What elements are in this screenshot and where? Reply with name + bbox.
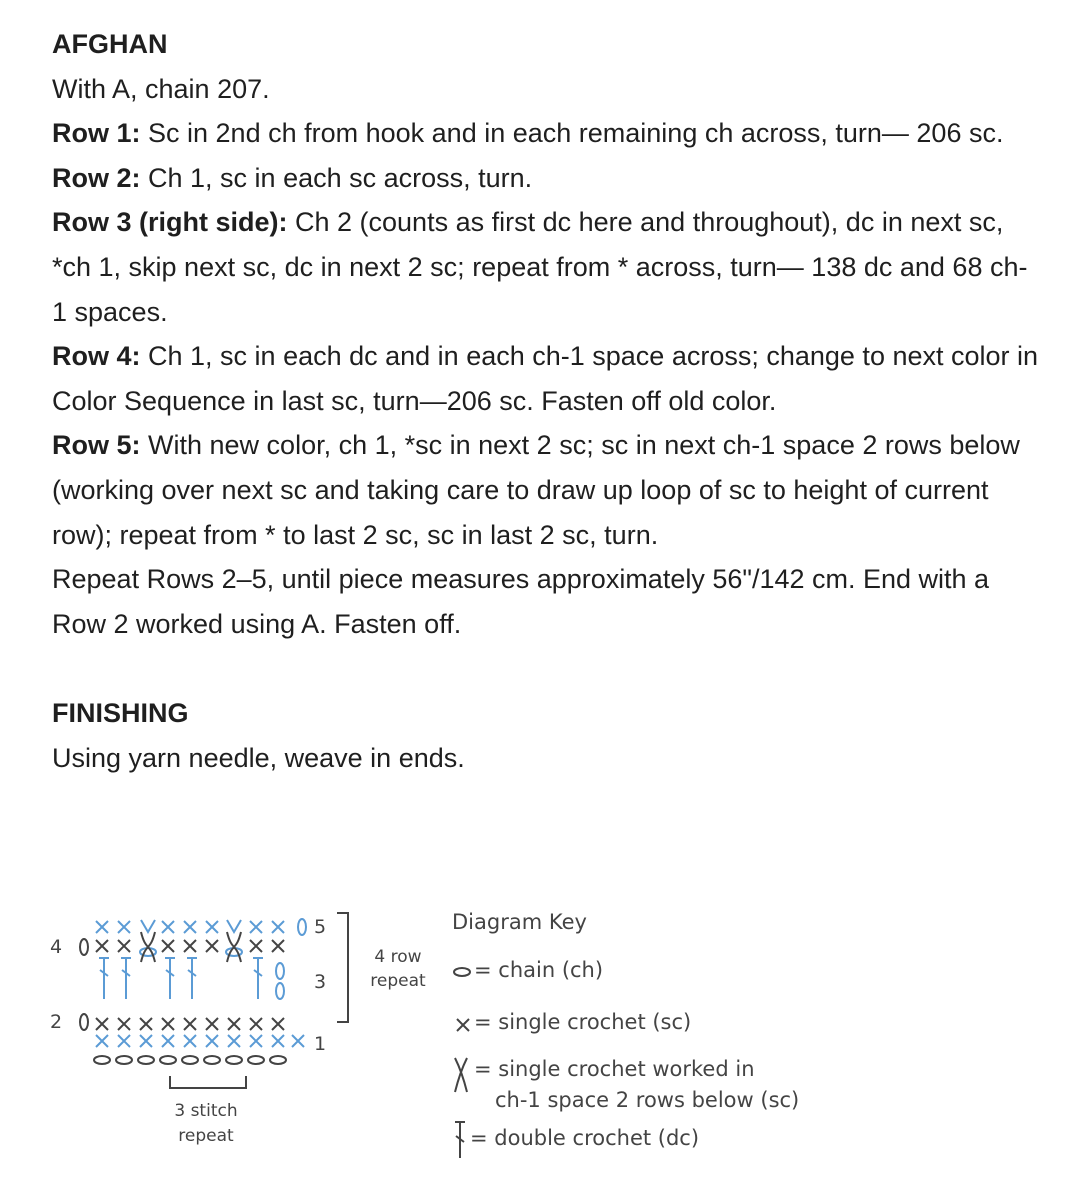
sc-symbol [96, 940, 108, 952]
row-number-2: 2 [50, 1011, 63, 1033]
key-single-crochet-below-2: ch-1 space 2 rows below (sc) [495, 1088, 800, 1112]
row-4 [52, 334, 1042, 423]
afghan-heading: AFGHAN [52, 29, 168, 59]
row-number-1: 1 [314, 1033, 327, 1055]
dc-symbol [253, 958, 263, 999]
chain-symbol [138, 1056, 154, 1064]
chain-symbol [270, 1056, 286, 1064]
chain-icon [452, 965, 472, 979]
dc-symbol [187, 958, 197, 999]
sc-symbol [272, 940, 284, 952]
row-3-text: Ch 2 (counts as first dc here and throughout), dc in next sc, *ch 1, skip next sc, dc in next 2 sc; repeat from * across, turn— 138 dc and 68 ch-1 spaces. [52, 207, 1028, 327]
repeat-instructions: Repeat Rows 2–5, until piece measures approximately 56"/142 cm. End with a Row 2 worked using A. Fasten off. [52, 564, 990, 639]
row-repeat-label-1: 4 row [374, 947, 422, 967]
sc-symbol [272, 921, 284, 933]
sc-symbol [118, 1035, 130, 1047]
sc-symbol [118, 1018, 130, 1030]
sc-symbol [140, 1035, 152, 1047]
row-1 [52, 111, 1042, 156]
row-2-label: Row 2: [52, 162, 141, 193]
single-crochet-icon [454, 1016, 472, 1034]
chain-symbol [182, 1056, 198, 1064]
sc-symbol [206, 940, 218, 952]
pattern-text [52, 22, 1042, 781]
sc-symbol [250, 940, 262, 952]
row-3-label: Row 3 (right side): [52, 207, 288, 238]
afghan-intro: With A, chain 207. [52, 73, 270, 104]
diagram-key [452, 910, 1052, 1180]
sc-symbol [140, 1018, 152, 1030]
row-number-4: 4 [50, 936, 63, 958]
dc-symbol [165, 958, 175, 999]
sc-symbol [162, 921, 174, 933]
sc-symbol [272, 1035, 284, 1047]
stitch-repeat-label-1: 3 stitch [174, 1101, 238, 1121]
sc-symbol [206, 1018, 218, 1030]
finishing-text: Using yarn needle, weave in ends. [52, 742, 465, 773]
chain-symbol [80, 939, 88, 955]
chain-symbol [80, 1014, 88, 1030]
sc-symbol [118, 921, 130, 933]
key-single-crochet: = single crochet (sc) [474, 1010, 692, 1034]
sc-symbol [228, 1035, 240, 1047]
sc-below-top-symbol [141, 920, 155, 932]
sc-symbol [272, 1018, 284, 1030]
key-double-crochet: = double crochet (dc) [470, 1126, 700, 1150]
sc-symbol [96, 1035, 108, 1047]
sc-below-symbol [227, 932, 241, 962]
sc-symbol [96, 921, 108, 933]
key-single-crochet-below-1: = single crochet worked in [474, 1057, 755, 1081]
dc-symbol [121, 958, 131, 999]
chain-symbol [248, 1056, 264, 1064]
row-number-3: 3 [314, 971, 327, 993]
chain-symbol [226, 1056, 242, 1064]
chain-symbol [94, 1056, 110, 1064]
row-number-5: 5 [314, 916, 327, 938]
sc-symbol [292, 1035, 304, 1047]
chain-symbol [116, 1056, 132, 1064]
row-3 [52, 200, 1042, 334]
chain-symbol [298, 919, 306, 935]
stitch-repeat-label-2: repeat [178, 1126, 234, 1146]
sc-symbol [250, 1035, 262, 1047]
sc-symbol [162, 1018, 174, 1030]
sc-symbol [96, 1018, 108, 1030]
sc-symbol [206, 921, 218, 933]
sc-symbol [184, 1035, 196, 1047]
row-1-text: Sc in 2nd ch from hook and in each remaining ch across, turn— 206 sc. [140, 118, 1004, 149]
row-2 [52, 156, 1042, 201]
sc-symbol [118, 940, 130, 952]
chain-symbol [276, 983, 284, 999]
sc-below-top-symbol [227, 920, 241, 932]
sc-symbol [162, 940, 174, 952]
sc-symbol [162, 1035, 174, 1047]
row-2-text: Ch 1, sc in each sc across, turn. [140, 162, 533, 193]
sc-symbol [206, 1035, 218, 1047]
sc-symbol [250, 1018, 262, 1030]
double-crochet-icon [452, 1118, 468, 1162]
single-crochet-below-icon [452, 1054, 470, 1096]
chain-symbol [204, 1056, 220, 1064]
finishing-heading: FINISHING [52, 698, 189, 729]
row-5 [52, 423, 1042, 557]
dc-symbol [99, 958, 109, 999]
row-5-label: Row 5: [52, 430, 141, 461]
row-4-text: Ch 1, sc in each dc and in each ch-1 space across; change to next color in Color Sequence in last sc, turn—206 sc. Fasten off old color. [52, 341, 1039, 416]
chain-symbol [160, 1056, 176, 1064]
row-1-label: Row 1: [52, 118, 141, 149]
row-5-text: With new color, ch 1, *sc in next 2 sc; sc in next ch-1 space 2 rows below (working over next sc and taking care to draw up loop of sc to height of current row); repeat from * to last 2 sc, sc in last 2 sc, turn. [52, 430, 1020, 550]
row-repeat-label [365, 945, 431, 993]
key-chain: = chain (ch) [474, 958, 604, 982]
sc-symbol [184, 940, 196, 952]
key-title: Diagram Key [452, 910, 587, 934]
sc-symbol [184, 921, 196, 933]
sc-symbol [184, 1018, 196, 1030]
sc-symbol [250, 921, 262, 933]
row-repeat-bracket [337, 913, 348, 1022]
row-repeat-label-2: repeat [370, 971, 426, 991]
stitch-repeat-bracket [170, 1076, 246, 1088]
chain-symbol [276, 963, 284, 979]
sc-symbol [228, 1018, 240, 1030]
sc-below-symbol [141, 932, 155, 962]
row-4-label: Row 4: [52, 341, 141, 372]
stitch-diagram [40, 900, 360, 1160]
